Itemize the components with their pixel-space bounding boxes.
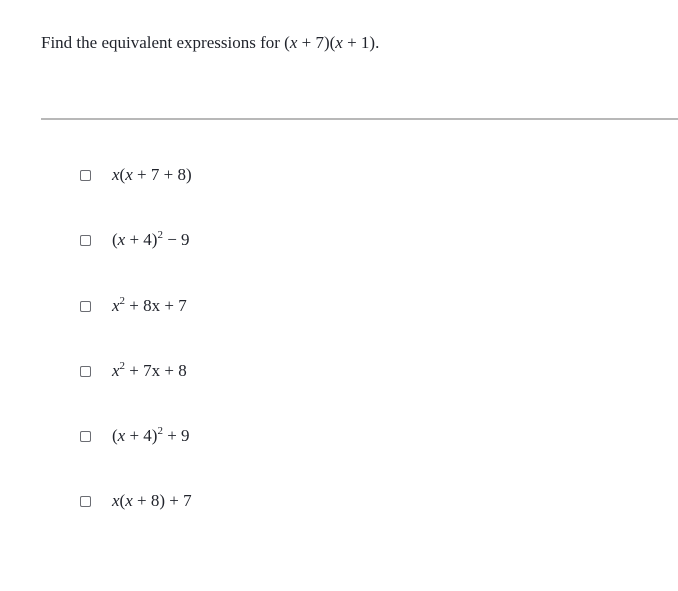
question-prompt [41,30,379,56]
divider [41,118,678,120]
choice-label: $(x + 4)^2 + 9$ [112,425,190,445]
question-text: Find the equivalent expressions for [41,33,285,52]
checkbox[interactable] [80,366,91,377]
checkbox[interactable] [80,431,91,442]
choice-label: $(x + 4)^2 - 9$ [112,229,190,249]
checkbox[interactable] [80,301,91,312]
choice-option-1[interactable] [80,155,480,195]
choice-option-3[interactable] [80,286,480,326]
question-expression: (x + 7)(x + 1). [284,33,380,52]
checkbox[interactable] [80,496,91,507]
checkbox[interactable] [80,170,91,181]
choice-label: $x^2 + 8x + 7$ [112,295,187,315]
choice-option-2[interactable] [80,220,480,260]
checkbox[interactable] [80,235,91,246]
choice-option-5[interactable] [80,416,480,456]
choice-label: x(x + 8) + 7 [112,491,192,510]
choice-label: $x^2 + 7x + 8$ [112,360,187,380]
choice-option-6[interactable] [80,481,480,521]
choice-label: x(x + 7 + 8) [112,165,192,184]
choice-option-4[interactable] [80,351,480,391]
